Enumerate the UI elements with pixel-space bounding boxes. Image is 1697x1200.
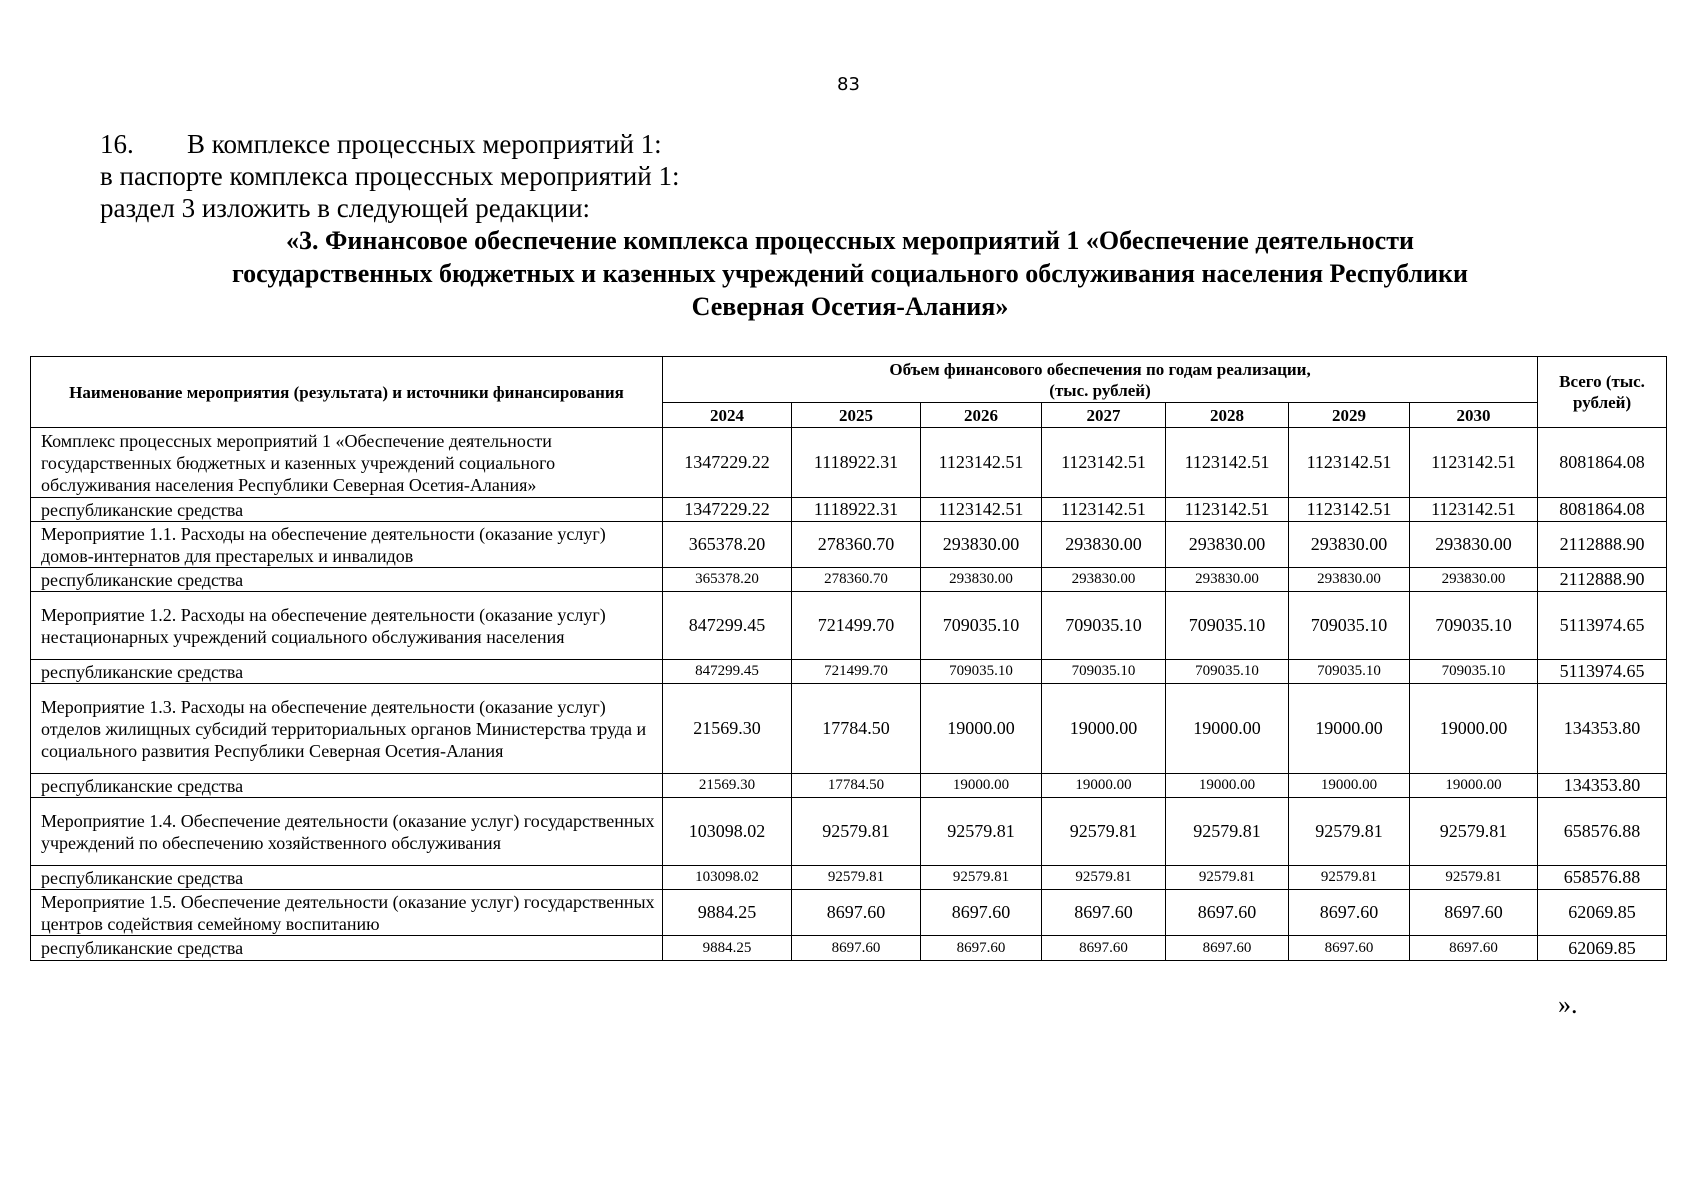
total-cell: 134353.80: [1538, 684, 1667, 774]
value-cell: 293830.00: [1410, 522, 1538, 568]
value-cell: 92579.81: [1042, 798, 1166, 866]
value-cell: 21569.30: [663, 684, 792, 774]
table-row: [31, 890, 1667, 936]
header-name: Наименование мероприятия (результата) и источники финансирования: [31, 357, 663, 428]
value-cell: 709035.10: [1166, 592, 1289, 660]
value-cell: 1123142.51: [1410, 498, 1538, 522]
value-cell: 92579.81: [1410, 866, 1538, 890]
value-cell: 8697.60: [1166, 936, 1289, 961]
value-cell: 9884.25: [663, 936, 792, 961]
value-cell: 8697.60: [1289, 890, 1410, 936]
header-year: 2026: [921, 403, 1042, 428]
value-cell: 8697.60: [1410, 890, 1538, 936]
value-cell: 103098.02: [663, 798, 792, 866]
value-cell: 8697.60: [792, 936, 921, 961]
value-cell: 293830.00: [1166, 568, 1289, 592]
value-cell: 1123142.51: [921, 428, 1042, 498]
header-year: 2024: [663, 403, 792, 428]
header-year: 2027: [1042, 403, 1166, 428]
value-cell: 92579.81: [921, 798, 1042, 866]
value-cell: 103098.02: [663, 866, 792, 890]
value-cell: 293830.00: [1289, 568, 1410, 592]
value-cell: 19000.00: [1042, 684, 1166, 774]
value-cell: 709035.10: [1410, 592, 1538, 660]
value-cell: 92579.81: [1410, 798, 1538, 866]
total-cell: 2112888.90: [1538, 522, 1667, 568]
value-cell: 92579.81: [1289, 866, 1410, 890]
value-cell: 847299.45: [663, 592, 792, 660]
value-cell: 1118922.31: [792, 498, 921, 522]
total-cell: 62069.85: [1538, 890, 1667, 936]
total-cell: 8081864.08: [1538, 428, 1667, 498]
value-cell: 293830.00: [1042, 522, 1166, 568]
header-volume: [663, 357, 1538, 403]
table-row: [31, 660, 1667, 684]
header-year: 2030: [1410, 403, 1538, 428]
total-cell: 134353.80: [1538, 774, 1667, 798]
value-cell: 8697.60: [1289, 936, 1410, 961]
value-cell: 709035.10: [1042, 660, 1166, 684]
value-cell: 1123142.51: [1289, 498, 1410, 522]
table-row: [31, 798, 1667, 866]
total-cell: 658576.88: [1538, 798, 1667, 866]
closing-quote-mark: ».: [1558, 990, 1578, 1019]
value-cell: 19000.00: [1289, 684, 1410, 774]
value-cell: 8697.60: [1166, 890, 1289, 936]
total-cell: 658576.88: [1538, 866, 1667, 890]
value-cell: 21569.30: [663, 774, 792, 798]
value-cell: 365378.20: [663, 522, 792, 568]
value-cell: 19000.00: [1410, 774, 1538, 798]
value-cell: 721499.70: [792, 592, 921, 660]
value-cell: 293830.00: [1289, 522, 1410, 568]
value-cell: 1123142.51: [1042, 428, 1166, 498]
value-cell: 8697.60: [1042, 936, 1166, 961]
value-cell: 9884.25: [663, 890, 792, 936]
value-cell: 92579.81: [1289, 798, 1410, 866]
value-cell: 721499.70: [792, 660, 921, 684]
intro-line-1-text: В комплексе процессных мероприятий 1:: [187, 129, 662, 159]
header-year: 2025: [792, 403, 921, 428]
value-cell: 19000.00: [1042, 774, 1166, 798]
table-row: [31, 522, 1667, 568]
row-name: Мероприятие 1.5. Обеспечение деятельности (оказание услуг) государственных центров содействия семейному воспитанию: [31, 890, 663, 936]
value-cell: 92579.81: [1166, 866, 1289, 890]
table-row: [31, 428, 1667, 498]
value-cell: 92579.81: [921, 866, 1042, 890]
value-cell: 293830.00: [1042, 568, 1166, 592]
value-cell: 1347229.22: [663, 428, 792, 498]
value-cell: 1123142.51: [921, 498, 1042, 522]
section-title-line-2: государственных бюджетных и казенных учреждений социального обслуживания населения Республики: [232, 259, 1468, 288]
value-cell: 293830.00: [921, 522, 1042, 568]
total-cell: 5113974.65: [1538, 660, 1667, 684]
value-cell: 19000.00: [921, 774, 1042, 798]
row-name: Мероприятие 1.2. Расходы на обеспечение деятельности (оказание услуг) нестационарных учреждений социального обслуживания населения: [31, 592, 663, 660]
value-cell: 19000.00: [1166, 684, 1289, 774]
value-cell: 1118922.31: [792, 428, 921, 498]
value-cell: 1123142.51: [1166, 498, 1289, 522]
table-row: [31, 568, 1667, 592]
value-cell: 709035.10: [1166, 660, 1289, 684]
header-year: 2029: [1289, 403, 1410, 428]
header-volume-line-2: (тыс. рублей): [1049, 380, 1151, 400]
page-number: 83: [837, 74, 860, 95]
row-name: республиканские средства: [31, 498, 663, 522]
table-row: [31, 592, 1667, 660]
value-cell: 1123142.51: [1410, 428, 1538, 498]
row-name: республиканские средства: [31, 660, 663, 684]
value-cell: 92579.81: [1042, 866, 1166, 890]
section-title-line-1: «3. Финансовое обеспечение комплекса процессных мероприятий 1 «Обеспечение деятельности: [286, 226, 1414, 255]
value-cell: 92579.81: [1166, 798, 1289, 866]
total-cell: 62069.85: [1538, 936, 1667, 961]
intro-line-2: в паспорте комплекса процессных мероприятий 1:: [100, 161, 680, 191]
table-row: [31, 866, 1667, 890]
financing-table: [30, 356, 1667, 961]
item-number: 16.: [100, 129, 134, 159]
value-cell: 1123142.51: [1166, 428, 1289, 498]
value-cell: 8697.60: [1410, 936, 1538, 961]
value-cell: 8697.60: [921, 890, 1042, 936]
value-cell: 92579.81: [792, 866, 921, 890]
value-cell: 709035.10: [1042, 592, 1166, 660]
row-name: республиканские средства: [31, 866, 663, 890]
value-cell: 293830.00: [921, 568, 1042, 592]
row-name: республиканские средства: [31, 936, 663, 961]
value-cell: 19000.00: [921, 684, 1042, 774]
table-row: [31, 684, 1667, 774]
value-cell: 709035.10: [1289, 660, 1410, 684]
total-cell: 8081864.08: [1538, 498, 1667, 522]
row-name: республиканские средства: [31, 774, 663, 798]
value-cell: 1347229.22: [663, 498, 792, 522]
row-name: Мероприятие 1.4. Обеспечение деятельности (оказание услуг) государственных учреждений по обеспечению хозяйственного обслуживания: [31, 798, 663, 866]
row-name: Комплекс процессных мероприятий 1 «Обеспечение деятельности государственных бюджетных и казенных учреждений социального обслуживания населения Республики Северная Осетия-Алания»: [31, 428, 663, 498]
intro-line-1: [100, 128, 679, 160]
value-cell: 709035.10: [921, 660, 1042, 684]
total-cell: 5113974.65: [1538, 592, 1667, 660]
table-row: [31, 498, 1667, 522]
value-cell: 19000.00: [1410, 684, 1538, 774]
value-cell: 17784.50: [792, 774, 921, 798]
value-cell: 17784.50: [792, 684, 921, 774]
value-cell: 365378.20: [663, 568, 792, 592]
value-cell: 92579.81: [792, 798, 921, 866]
row-name: Мероприятие 1.3. Расходы на обеспечение деятельности (оказание услуг) отделов жилищных субсидий территориальных органов Министерства труда и социального развития Республики Северная Осетия-Алания: [31, 684, 663, 774]
section-title: [160, 224, 1540, 323]
total-cell: 2112888.90: [1538, 568, 1667, 592]
value-cell: 8697.60: [921, 936, 1042, 961]
value-cell: 278360.70: [792, 522, 921, 568]
header-year: 2028: [1166, 403, 1289, 428]
header-total: Всего (тыс. рублей): [1538, 357, 1667, 428]
row-name: республиканские средства: [31, 568, 663, 592]
header-volume-line-1: Объем финансового обеспечения по годам реализации,: [889, 359, 1311, 379]
value-cell: 1123142.51: [1042, 498, 1166, 522]
value-cell: 19000.00: [1166, 774, 1289, 798]
value-cell: 709035.10: [1289, 592, 1410, 660]
value-cell: 8697.60: [792, 890, 921, 936]
value-cell: 1123142.51: [1289, 428, 1410, 498]
row-name: Мероприятие 1.1. Расходы на обеспечение деятельности (оказание услуг) домов-интернатов для престарелых и инвалидов: [31, 522, 663, 568]
value-cell: 293830.00: [1166, 522, 1289, 568]
value-cell: 278360.70: [792, 568, 921, 592]
section-title-line-3: Северная Осетия-Алания»: [691, 292, 1009, 321]
intro-line-3: раздел 3 изложить в следующей редакции:: [100, 193, 591, 223]
intro-paragraph: [100, 128, 679, 224]
value-cell: 19000.00: [1289, 774, 1410, 798]
table-row: [31, 774, 1667, 798]
value-cell: 847299.45: [663, 660, 792, 684]
value-cell: 709035.10: [921, 592, 1042, 660]
value-cell: 293830.00: [1410, 568, 1538, 592]
table-row: [31, 936, 1667, 961]
value-cell: 709035.10: [1410, 660, 1538, 684]
value-cell: 8697.60: [1042, 890, 1166, 936]
